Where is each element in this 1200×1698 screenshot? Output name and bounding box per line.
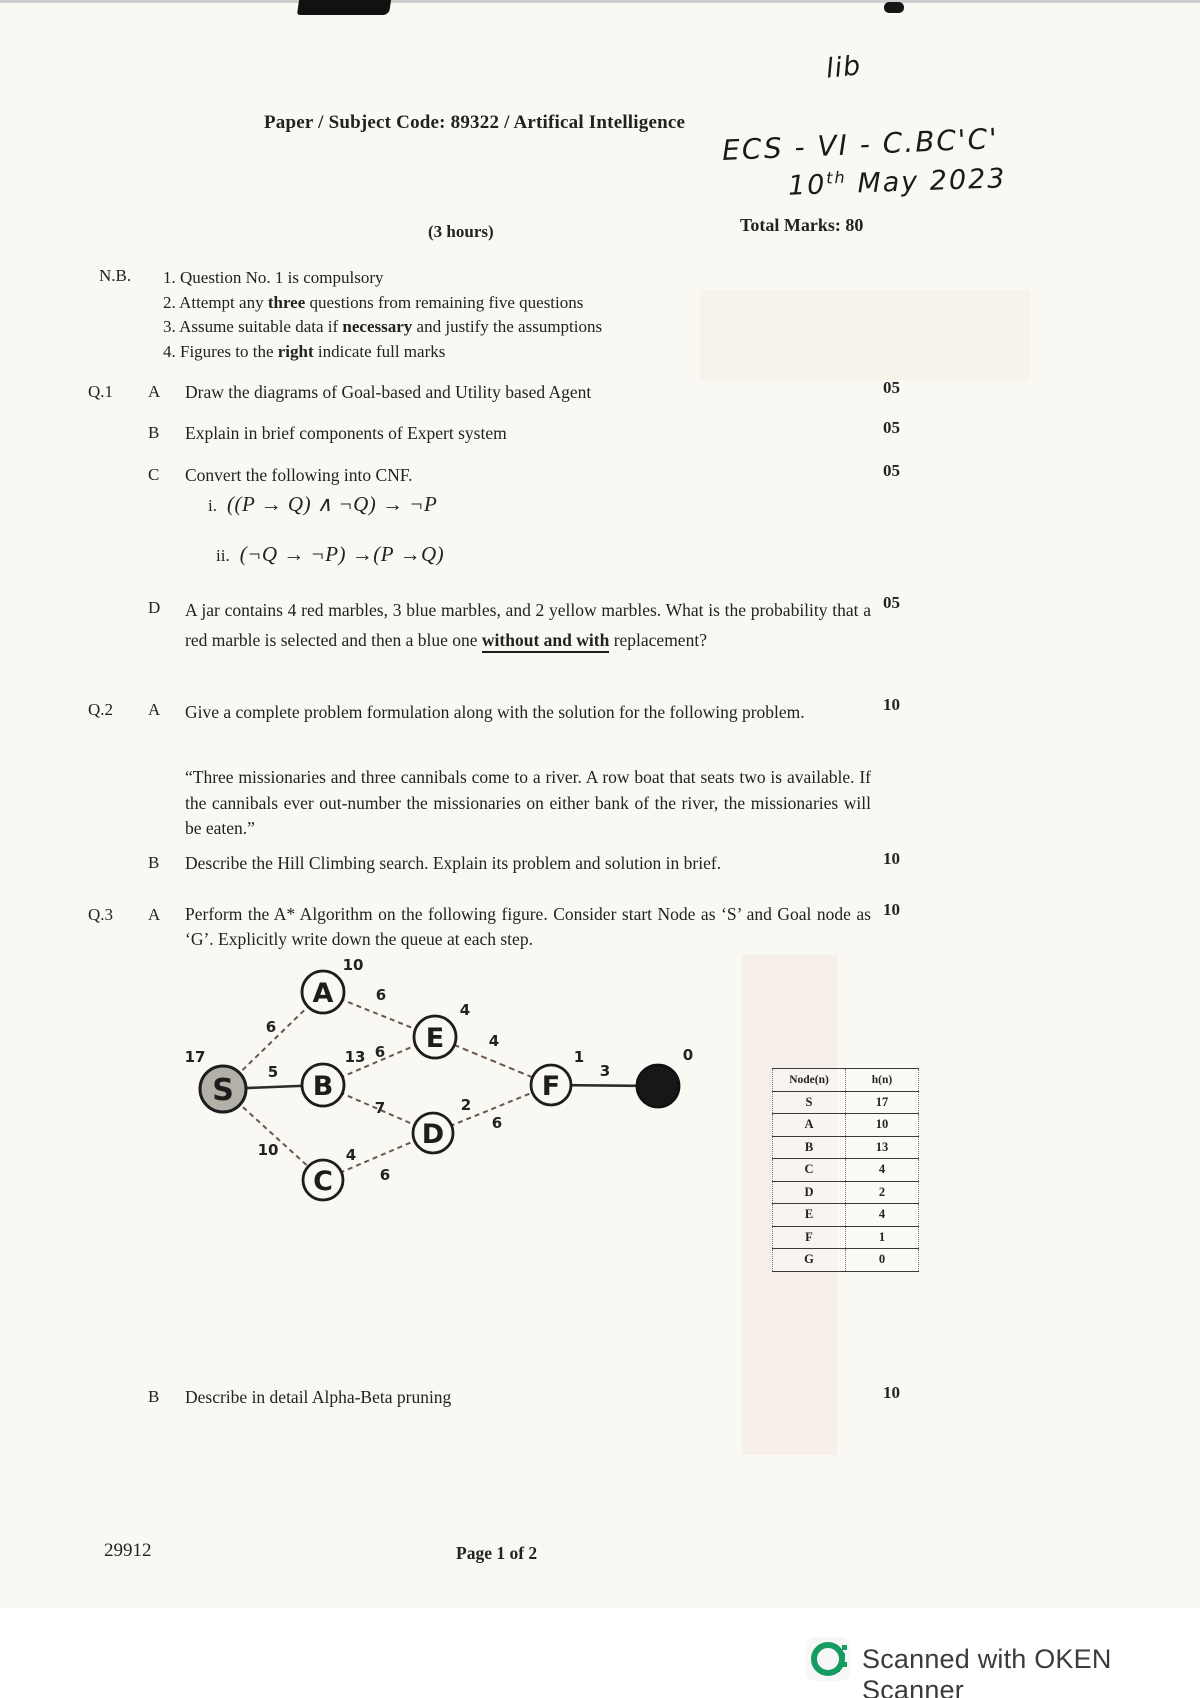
nb-item-3: 3. Assume suitable data if necessary and justify the assumptions	[163, 317, 603, 336]
q3-label: Q.3	[88, 905, 114, 924]
nb-item-4: 4. Figures to the right indicate full marks	[163, 341, 446, 361]
weight-B-D: 7	[374, 1099, 386, 1117]
weight-A-E: 6	[375, 986, 387, 1004]
q1a-letter: A	[148, 382, 161, 401]
q1-label: Q.1	[88, 382, 114, 401]
node-C-label: C	[313, 1166, 333, 1197]
astar-graph-figure	[168, 950, 733, 1245]
q3b-marks: 10	[883, 1383, 900, 1402]
heuristic-table	[772, 1068, 919, 1272]
astar-graph-svg	[168, 950, 733, 1245]
q3a-text: Perform the A* Algorithm on the following figure. Consider start Node as ‘S’ and Goal node as ‘G’. Explicitly write down the queue at each step.	[185, 904, 871, 949]
h-value-E: 4	[459, 1001, 471, 1019]
node-S-label: S	[212, 1073, 234, 1108]
q1b-text: Explain in brief components of Expert system	[185, 423, 507, 443]
q1c-letter: C	[148, 465, 160, 484]
q1d-marks: 05	[883, 593, 900, 612]
handwritten-exam-date: 10th May 2023	[787, 163, 1007, 202]
col-node-header: Node(n)	[773, 1069, 846, 1092]
node-E-label: E	[425, 1023, 445, 1054]
weight-S-C: 10	[257, 1141, 279, 1159]
q1c-marks: 05	[883, 461, 900, 480]
table-row: B 13	[773, 1136, 919, 1159]
q3b-letter: B	[148, 1387, 160, 1406]
q2a-marks: 10	[883, 695, 900, 714]
weight-S-B: 5	[267, 1063, 279, 1081]
q1c-text: Convert the following into CNF.	[185, 465, 413, 485]
q1b-letter: B	[148, 423, 160, 442]
h-value-B: 13	[344, 1048, 366, 1066]
nb-item-2: 2. Attempt any three questions from remaining five questions	[163, 292, 584, 312]
scan-edge-shadow	[0, 0, 1200, 3]
h-value-C: 4	[345, 1146, 357, 1164]
q3a-marks: 10	[883, 900, 900, 919]
weight-C-D: 6	[379, 1166, 391, 1184]
paper-title: Paper / Subject Code: 89322 / Artifical Intelligence	[264, 112, 686, 133]
oken-dot	[839, 1653, 845, 1659]
node-A-label: A	[312, 978, 334, 1009]
table-row: A 10	[773, 1114, 919, 1137]
table-row: G 0	[773, 1249, 919, 1272]
q2a-letter: A	[148, 700, 161, 719]
nb-instructions	[163, 266, 783, 364]
q1c-formula-i: i. ((P → Q) ∧ ¬Q) → ¬P	[208, 492, 438, 516]
oken-dot	[842, 1662, 847, 1667]
q1a-text: Draw the diagrams of Goal-based and Utility based Agent	[185, 382, 592, 402]
q3a-letter: A	[148, 905, 161, 924]
oken-scanner-logo-icon	[806, 1637, 850, 1681]
q1c-formula-ii: ii. (¬Q → ¬P) →(P →Q)	[216, 542, 445, 566]
oken-dot	[842, 1645, 847, 1650]
weight-B-E: 6	[374, 1043, 386, 1061]
h-value-D: 2	[460, 1096, 472, 1114]
q3b-text: Describe in detail Alpha-Beta pruning	[185, 1387, 452, 1407]
node-B-label: B	[312, 1071, 334, 1102]
handwritten-course-code: ECS - VI - C.BC'C'	[721, 121, 1000, 168]
col-h-header: h(n)	[846, 1069, 919, 1092]
table-row: D 2	[773, 1181, 919, 1204]
table-row: C 4	[773, 1159, 919, 1182]
oken-dot	[836, 1668, 840, 1672]
weight-F-G: 3	[599, 1062, 611, 1080]
q2b-letter: B	[148, 853, 160, 872]
scan-artifact-dot	[884, 2, 904, 13]
q2a-text: Give a complete problem formulation along with the solution for the following problem.	[185, 702, 805, 722]
node-D-label: D	[421, 1119, 445, 1150]
heuristic-table-header	[773, 1069, 919, 1092]
table-row: F 1	[773, 1226, 919, 1249]
handwritten-note-lib: lib	[824, 50, 863, 85]
node-G	[637, 1065, 679, 1107]
q1a-marks: 05	[883, 378, 900, 397]
paper-code: 29912	[104, 1540, 152, 1561]
h-value-S: 17	[184, 1048, 206, 1066]
q2a-quote: “Three missionaries and three cannibals come to a river. A row boat that seats two is available. If the cannibals ever out-number the missionaries on either bank of the river, the missionaries will be eaten.”	[185, 767, 871, 838]
h-value-F: 1	[573, 1048, 585, 1066]
total-marks: Total Marks: 80	[740, 215, 864, 235]
q2b-marks: 10	[883, 849, 900, 868]
q1d-letter: D	[148, 598, 161, 617]
weight-S-A: 6	[265, 1018, 277, 1036]
page-number: Page 1 of 2	[456, 1543, 538, 1563]
h-value-G: 0	[682, 1046, 694, 1064]
q2b-text: Describe the Hill Climbing search. Explain its problem and solution in brief.	[185, 853, 722, 873]
node-F-label: F	[541, 1071, 561, 1102]
q1d-text: A jar contains 4 red marbles, 3 blue marbles, and 2 yellow marbles. What is the probability that a red marble is selected and then a blue one without and with replacement?	[185, 595, 871, 655]
scanner-watermark-text: Scanned with OKEN Scanner	[862, 1644, 1112, 1698]
exam-duration: (3 hours)	[428, 222, 494, 241]
scan-artifact-bar	[297, 0, 391, 15]
weight-E-F: 4	[488, 1032, 500, 1050]
table-row: S 17	[773, 1091, 919, 1114]
q1b-marks: 05	[883, 418, 900, 437]
weight-D-F: 6	[491, 1114, 503, 1132]
h-value-A: 10	[342, 956, 364, 974]
nb-item-1: 1. Question No. 1 is compulsory	[163, 268, 384, 287]
nb-label: N.B.	[99, 266, 132, 285]
table-row: E 4	[773, 1204, 919, 1227]
q2-label: Q.2	[88, 700, 114, 719]
